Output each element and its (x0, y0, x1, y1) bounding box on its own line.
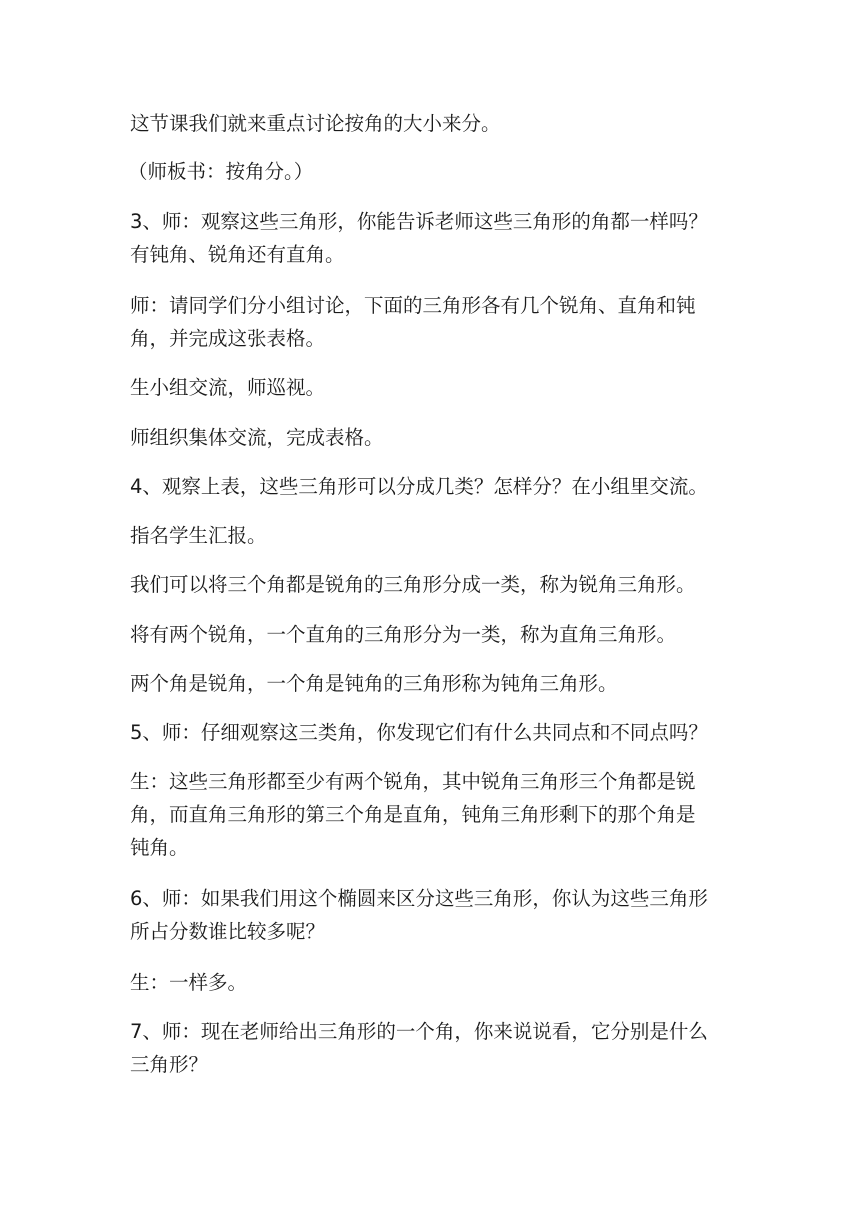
text-line: 5、师：仔细观察这三类角，你发现它们有什么共同点和不同点吗？ (130, 721, 708, 744)
text-line: 指名学生汇报。 (130, 524, 267, 547)
paragraph-student-report (130, 519, 740, 552)
text-line: 角，并完成这张表格。 (130, 327, 326, 350)
text-line: （师板书：按角分。） (128, 160, 314, 183)
text-line: 3、师：观察这些三角形，你能告诉老师这些三角形的角都一样吗？ (130, 210, 708, 233)
text-line: 三角形？ (130, 1053, 209, 1076)
text-line: 将有两个锐角，一个直角的三角形分为一类，称为直角三角形。 (130, 623, 677, 646)
text-line: 6、师：如果我们用这个椭圆来区分这些三角形，你认为这些三角形 (130, 887, 708, 910)
paragraph-board-note (128, 155, 738, 188)
paragraph-step-5 (130, 716, 740, 749)
text-line: 角，而直角三角形的第三个角是直角，钝角三角形剩下的那个角是 (130, 803, 696, 826)
text-line: 这节课我们就来重点讨论按角的大小来分。 (130, 112, 501, 135)
paragraph-step-3 (130, 205, 740, 271)
paragraph-collective-exchange (130, 421, 740, 454)
paragraph-student-answer-6 (130, 966, 740, 999)
text-line: 生：一样多。 (130, 971, 248, 994)
text-line: 所占分数谁比较多呢？ (130, 920, 326, 943)
paragraph-obtuse-triangle (130, 667, 740, 700)
paragraph-step-6 (130, 882, 740, 948)
text-line: 钝角。 (130, 836, 189, 859)
text-line: 我们可以将三个角都是锐角的三角形分成一类，称为锐角三角形。 (130, 573, 696, 596)
text-line: 生小组交流，师巡视。 (130, 376, 326, 399)
paragraph-acute-triangle (130, 568, 740, 601)
text-line: 两个角是锐角，一个角是钝角的三角形称为钝角三角形。 (130, 672, 618, 695)
paragraph-student-answer-5 (130, 765, 740, 864)
text-line: 4、观察上表，这些三角形可以分成几类？怎样分？在小组里交流。 (130, 475, 708, 498)
text-line: 师组织集体交流，完成表格。 (130, 426, 384, 449)
paragraph-group-discussion (130, 289, 740, 355)
text-line: 有钝角、锐角还有直角。 (130, 243, 345, 266)
text-line: 7、师：现在老师给出三角形的一个角，你来说说看，它分别是什么 (130, 1020, 708, 1043)
paragraph-lesson-focus (130, 107, 740, 140)
paragraph-step-4 (130, 470, 740, 503)
paragraph-right-triangle (130, 618, 740, 651)
paragraph-student-exchange (130, 371, 740, 404)
paragraph-step-7 (130, 1015, 740, 1081)
text-line: 生：这些三角形都至少有两个锐角，其中锐角三角形三个角都是锐 (130, 770, 696, 793)
text-line: 师：请同学们分小组讨论，下面的三角形各有几个锐角、直角和钝 (130, 294, 696, 317)
